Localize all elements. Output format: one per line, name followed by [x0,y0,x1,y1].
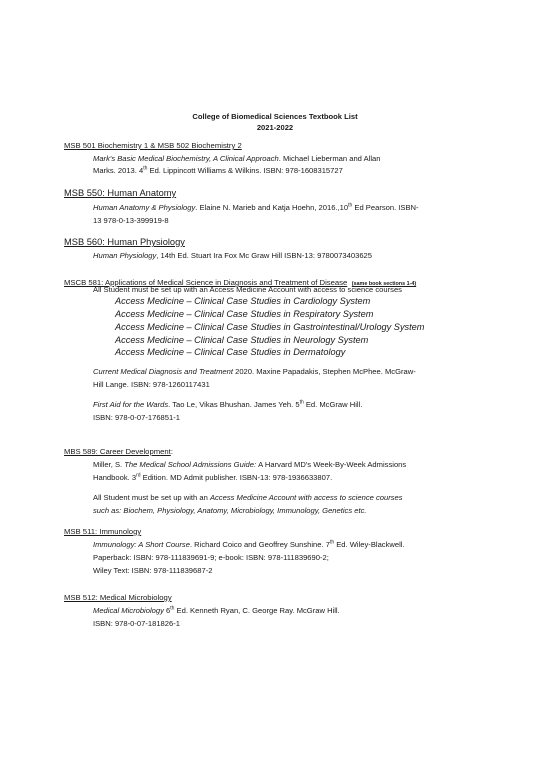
access-medicine-item: Access Medicine – Clinical Case Studies in Respiratory System [115,309,374,319]
textbook-entry-msb560: Human Physiology, 14th Ed. Stuart Ira Fox Mc Graw Hill ISBN-13: 9780073403625 [93,251,373,260]
section-heading-msb501: MSB 501 Biochemistry 1 & MSB 502 Biochemistry 2 [64,141,242,150]
book-title: Medical Microbiology [93,606,164,615]
textbook-entry-msb511-line3: Wiley Text: ISBN: 978-111839687-2 [93,566,213,575]
document-title: College of Biomedical Sciences Textbook List [192,112,358,121]
book-title: Human Physiology [93,251,157,260]
textbook-entry-msb511: Immunology: A Short Course. Richard Coico and Geoffrey Sunshine. 7th Ed. Wiley-Blackwell. [93,539,405,549]
book-title: Immunology: A Short Course [93,540,190,549]
section-heading-mscb581: MSCB 581: Applications of Medical Science in Diagnosis and Treatment of Disease (same book sections 1-4) [64,278,417,287]
textbook-entry-msb512: Medical Microbiology 6th Ed. Kenneth Ryan, C. George Ray. McGraw Hill. [93,605,340,615]
access-medicine-item: Access Medicine – Clinical Case Studies in Dermatology [115,347,346,357]
section-heading-msb560: MSB 560: Human Physiology [64,237,185,247]
textbook-entry-first-aid-line2: ISBN: 978-0-07-176851-1 [93,413,180,422]
textbook-entry-admissions-guide: Miller, S. The Medical School Admissions Guide: A Harvard MD's Week-By-Week Admissions [93,460,407,469]
heading-note: (same book sections 1-4) [351,281,417,287]
textbook-entry-msb550-line2: 13 978-0-13-399919-8 [93,216,169,225]
textbook-entry-msb511-line2: Paperback: ISBN: 978-111839691-9; e-book: ISBN: 978-111839690-2; [93,553,329,562]
document-year: 2021-2022 [256,123,294,132]
section-heading-mbs589: MBS 589: Career Development: [64,447,173,456]
book-title: First Aid for the Wards [93,400,169,409]
access-medicine-intro: All Student must be set up with an Access Medicine Account with access to science courses [93,285,402,294]
textbook-entry-admissions-guide-line2: Handbook. 3rd Edition. MD Admit publisher. ISBN-13: 978-1936633807. [93,472,333,482]
book-title: The Medical School Admissions Guide: [124,460,259,469]
textbook-entry-msb512-line2: ISBN: 978-0-07-181826-1 [93,619,180,628]
book-title: Human Anatomy & Physiology [93,203,196,212]
section-heading-msb550: MSB 550: Human Anatomy [64,188,177,198]
book-title: Current Medical Diagnosis and Treatment [93,367,233,376]
section-heading-msb511: MSB 511: Immunology [64,527,142,536]
textbook-entry-first-aid: First Aid for the Wards. Tao Le, Vikas Bhushan. James Yeh. 5th Ed. McGraw Hill. [93,399,363,409]
section-heading-msb512: MSB 512: Medical Microbiology [64,593,172,602]
book-title: Mark's Basic Medical Biochemistry, A Clinical Approach [93,154,279,163]
access-medicine-item: Access Medicine – Clinical Case Studies in Cardiology System [115,296,371,306]
textbook-entry-msb501: Mark's Basic Medical Biochemistry, A Clinical Approach. Michael Lieberman and Allan [93,154,381,163]
access-medicine-item: Access Medicine – Clinical Case Studies in Neurology System [115,335,369,345]
textbook-entry-cmdt-line2: Hill Lange. ISBN: 978-1260117431 [93,380,210,389]
access-medicine-note: All Student must be set up with an Access Medicine Account with access to science courses [93,493,403,502]
textbook-entry-msb501-line2: Marks. 2013. 4th Ed. Lippincott Williams & Wilkins. ISBN: 978-1608315727 [93,165,343,175]
textbook-entry-cmdt: Current Medical Diagnosis and Treatment 2020. Maxine Papadakis, Stephen McPhee. McGraw- [93,367,416,376]
access-medicine-note-line2: such as: Biochem, Physiology, Anatomy, Microbiology, Immunology, Genetics etc. [93,506,367,515]
access-medicine-item: Access Medicine – Clinical Case Studies in Gastrointestinal/Urology System [115,322,425,332]
textbook-entry-msb550: Human Anatomy & Physiology. Elaine N. Marieb and Katja Hoehn, 2016.,10th Ed Pearson. ISBN- [93,202,419,212]
